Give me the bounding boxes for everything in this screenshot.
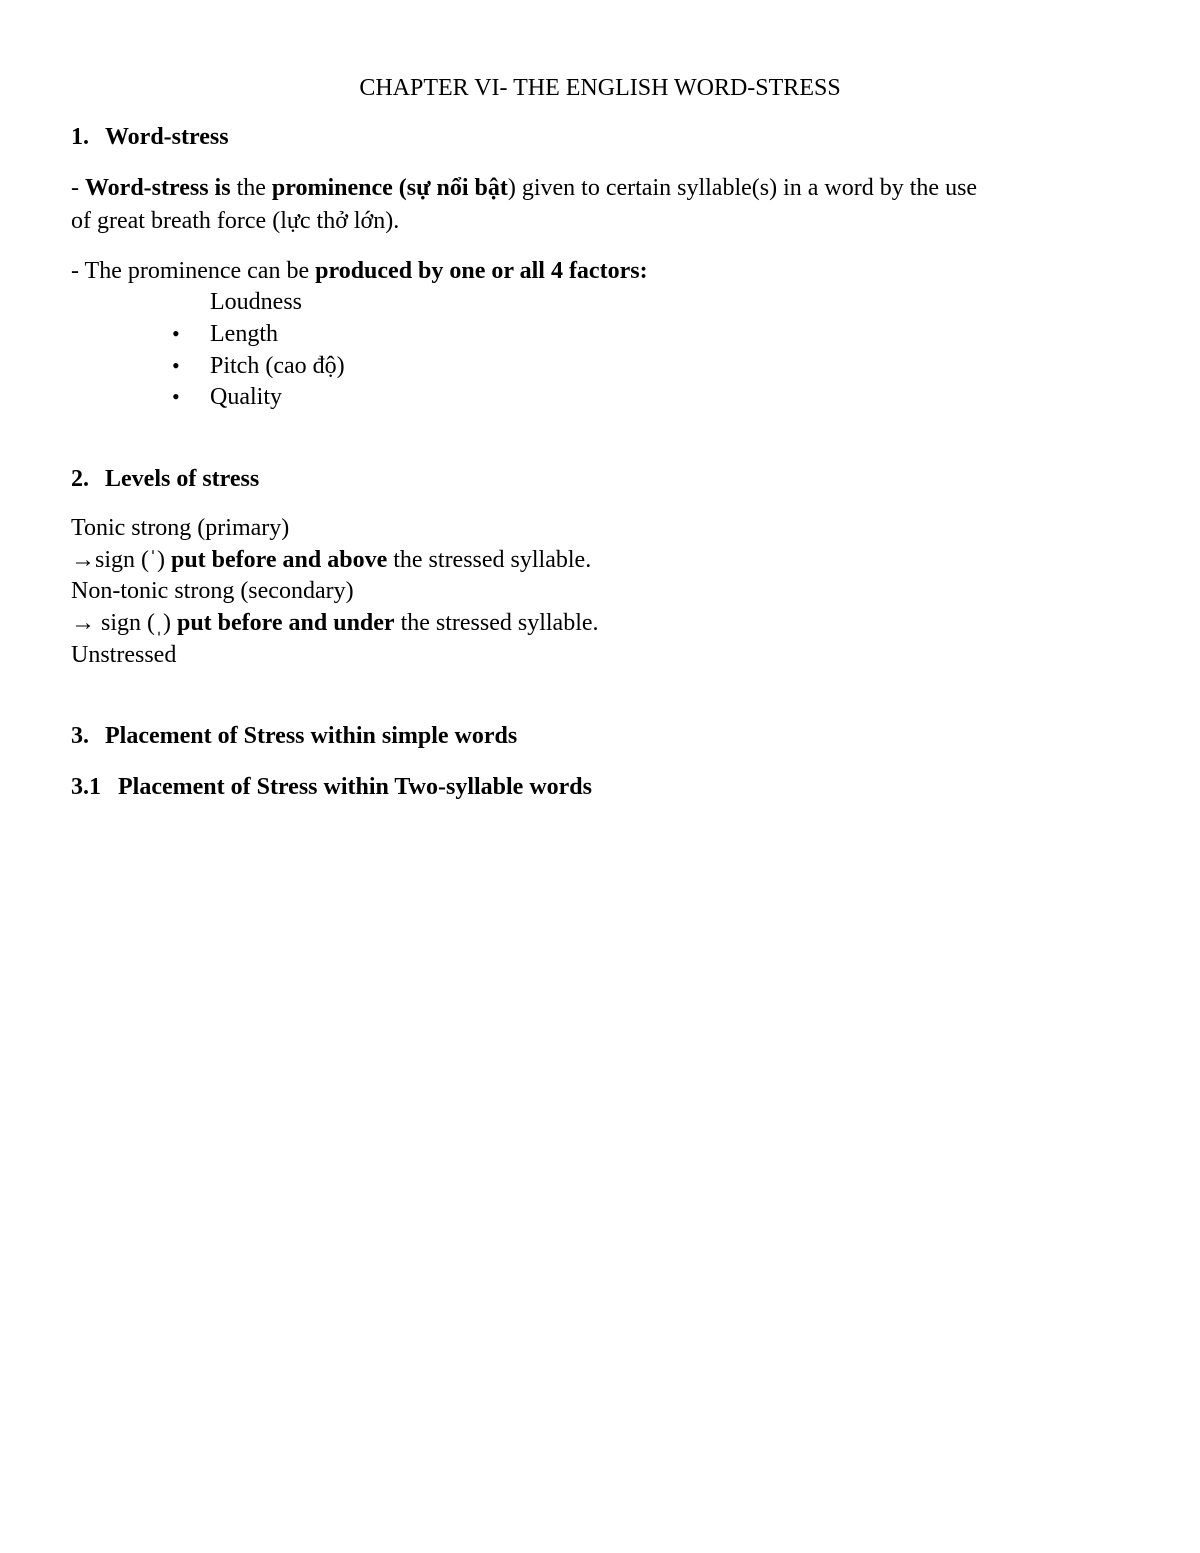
section-2-number: 2.	[71, 466, 89, 492]
non-tonic-sign-text: sign (ˌ)	[95, 610, 177, 636]
non-tonic-sign-bold: put before and under	[176, 610, 395, 636]
definition-prominence: prominence (sự nổi bật	[271, 175, 508, 201]
definition-text-3: of great breath force (lực thở lớn).	[71, 208, 400, 234]
tonic-sign-line	[71, 544, 591, 576]
bullet-icon: •	[172, 353, 180, 378]
tonic-sign-bold: put before and above	[170, 547, 388, 573]
section-1-heading	[71, 121, 229, 153]
section-1-title: Word-stress	[105, 124, 229, 150]
definition-text-2: ) given to certain syllable(s) in a word by the use	[507, 175, 978, 201]
section-2-heading	[71, 463, 259, 495]
definition-term: Word-stress is	[85, 175, 231, 201]
chapter-title-text: CHAPTER VI- THE ENGLISH WORD-STRESS	[359, 75, 841, 101]
section-3-title: Placement of Stress within simple words	[105, 723, 518, 749]
factor-pitch: Pitch (cao độ)	[210, 353, 345, 379]
bullet-icon: •	[172, 384, 180, 409]
definition-dash: -	[71, 175, 85, 201]
non-tonic-strong: Non-tonic strong (secondary)	[71, 578, 354, 604]
section-3-1-heading	[71, 771, 592, 803]
definition-line-1	[71, 172, 977, 204]
bullet-icon: •	[172, 321, 180, 346]
arrow-right-icon: →	[71, 610, 95, 636]
section-3-number: 3.	[71, 723, 89, 749]
tonic-sign-tail: the stressed syllable.	[387, 547, 592, 573]
section-1-number: 1.	[71, 124, 89, 150]
section-3-1-title: Placement of Stress within Two-syllable words	[118, 774, 592, 800]
factor-quality: Quality	[210, 384, 282, 410]
section-3-heading	[71, 720, 517, 752]
non-tonic-sign-tail: the stressed syllable.	[394, 610, 599, 636]
factors-intro-bold: produced by one or all 4 factors:	[315, 258, 648, 284]
tonic-strong: Tonic strong (primary)	[71, 515, 290, 541]
tonic-sign-text: sign (ˈ)	[95, 547, 171, 573]
chapter-title	[0, 72, 1200, 104]
non-tonic-sign-line	[71, 607, 599, 639]
definition-line-2	[71, 205, 399, 237]
unstressed: Unstressed	[71, 642, 177, 668]
section-3-1-number: 3.1	[71, 774, 101, 800]
arrow-right-icon: →	[71, 547, 95, 573]
factors-intro	[71, 255, 648, 287]
factor-length: Length	[210, 321, 278, 347]
section-2-title: Levels of stress	[105, 466, 260, 492]
factor-loudness: Loudness	[210, 289, 302, 315]
factors-intro-text: - The prominence can be	[71, 258, 316, 284]
definition-text-1: the	[230, 175, 272, 201]
